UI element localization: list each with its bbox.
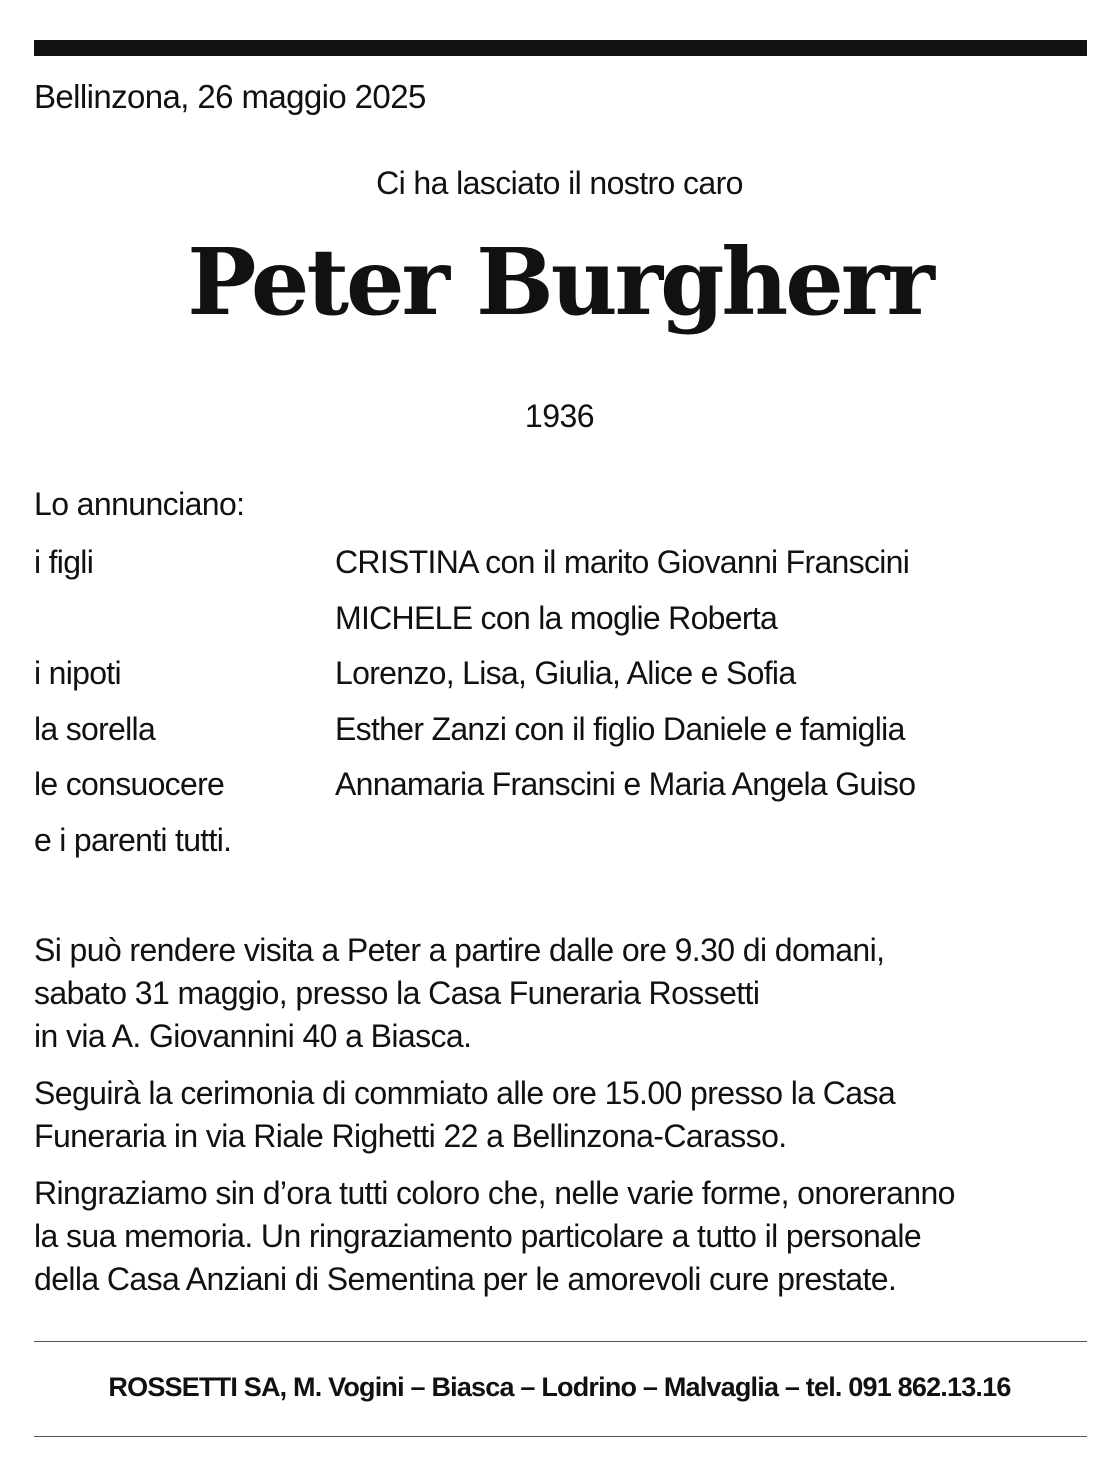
family-list: [34, 541, 1084, 874]
visitation-paragraph: [34, 929, 1094, 1058]
paragraph-line: Ringraziamo sin d’ora tutti coloro che, nelle varie forme, onoreranno: [34, 1175, 955, 1211]
family-relation: la sorella: [34, 710, 156, 747]
paragraph-line: la sua memoria. Un ringraziamento particolare a tutto il personale: [34, 1218, 922, 1254]
thanks-paragraph: [34, 1172, 1094, 1301]
family-relation: i figli: [34, 544, 94, 580]
family-names: MICHELE con la moglie Roberta: [335, 599, 778, 636]
family-relation: e i parenti tutti.: [34, 821, 232, 858]
paragraph-line: sabato 31 maggio, presso la Casa Funeraria Rossetti: [34, 975, 760, 1011]
family-row: [34, 597, 1084, 653]
footer-rule-bottom: [34, 1436, 1087, 1437]
intro-text: Ci ha lasciato il nostro caro: [376, 165, 743, 201]
top-rule: [34, 40, 1087, 56]
footer-rule-top: [34, 1341, 1087, 1342]
ceremony-paragraph: [34, 1072, 1094, 1158]
family-row: [34, 819, 1084, 875]
family-relation: [34, 597, 335, 653]
family-row: [34, 541, 1084, 597]
family-row: [34, 708, 1084, 764]
family-names: Annamaria Franscini e Maria Angela Guiso: [335, 766, 916, 802]
announce-label: Lo annunciano:: [34, 486, 245, 522]
paragraph-line: Si può rendere visita a Peter a partire dalle ore 9.30 di domani,: [34, 932, 885, 968]
family-relation: i nipoti: [34, 655, 121, 691]
family-names: Esther Zanzi con il figlio Daniele e famiglia: [335, 710, 905, 747]
deceased-name: Peter Burgherr: [187, 228, 932, 336]
paragraph-line: della Casa Anziani di Sementina per le amorevoli cure prestate.: [34, 1261, 897, 1297]
family-names: Lorenzo, Lisa, Giulia, Alice e Sofia: [335, 655, 796, 691]
paragraph-line: Funeraria in via Riale Righetti 22 a Bellinzona-Carasso.: [34, 1118, 787, 1154]
paragraph-line: in via A. Giovannini 40 a Biasca.: [34, 1018, 472, 1054]
family-row: [34, 652, 1084, 708]
funeral-home-footer: ROSSETTI SA, M. Vogini – Biasca – Lodrino – Malvaglia – tel. 091 862.13.16: [108, 1372, 1011, 1402]
family-relation: le consuocere: [34, 766, 225, 802]
paragraph-line: Seguirà la cerimonia di commiato alle ore 15.00 presso la Casa: [34, 1075, 896, 1111]
family-names: CRISTINA con il marito Giovanni Franscini: [335, 544, 910, 580]
birth-year: 1936: [524, 398, 595, 434]
place-date: Bellinzona, 26 maggio 2025: [34, 78, 426, 115]
family-row: [34, 763, 1084, 819]
